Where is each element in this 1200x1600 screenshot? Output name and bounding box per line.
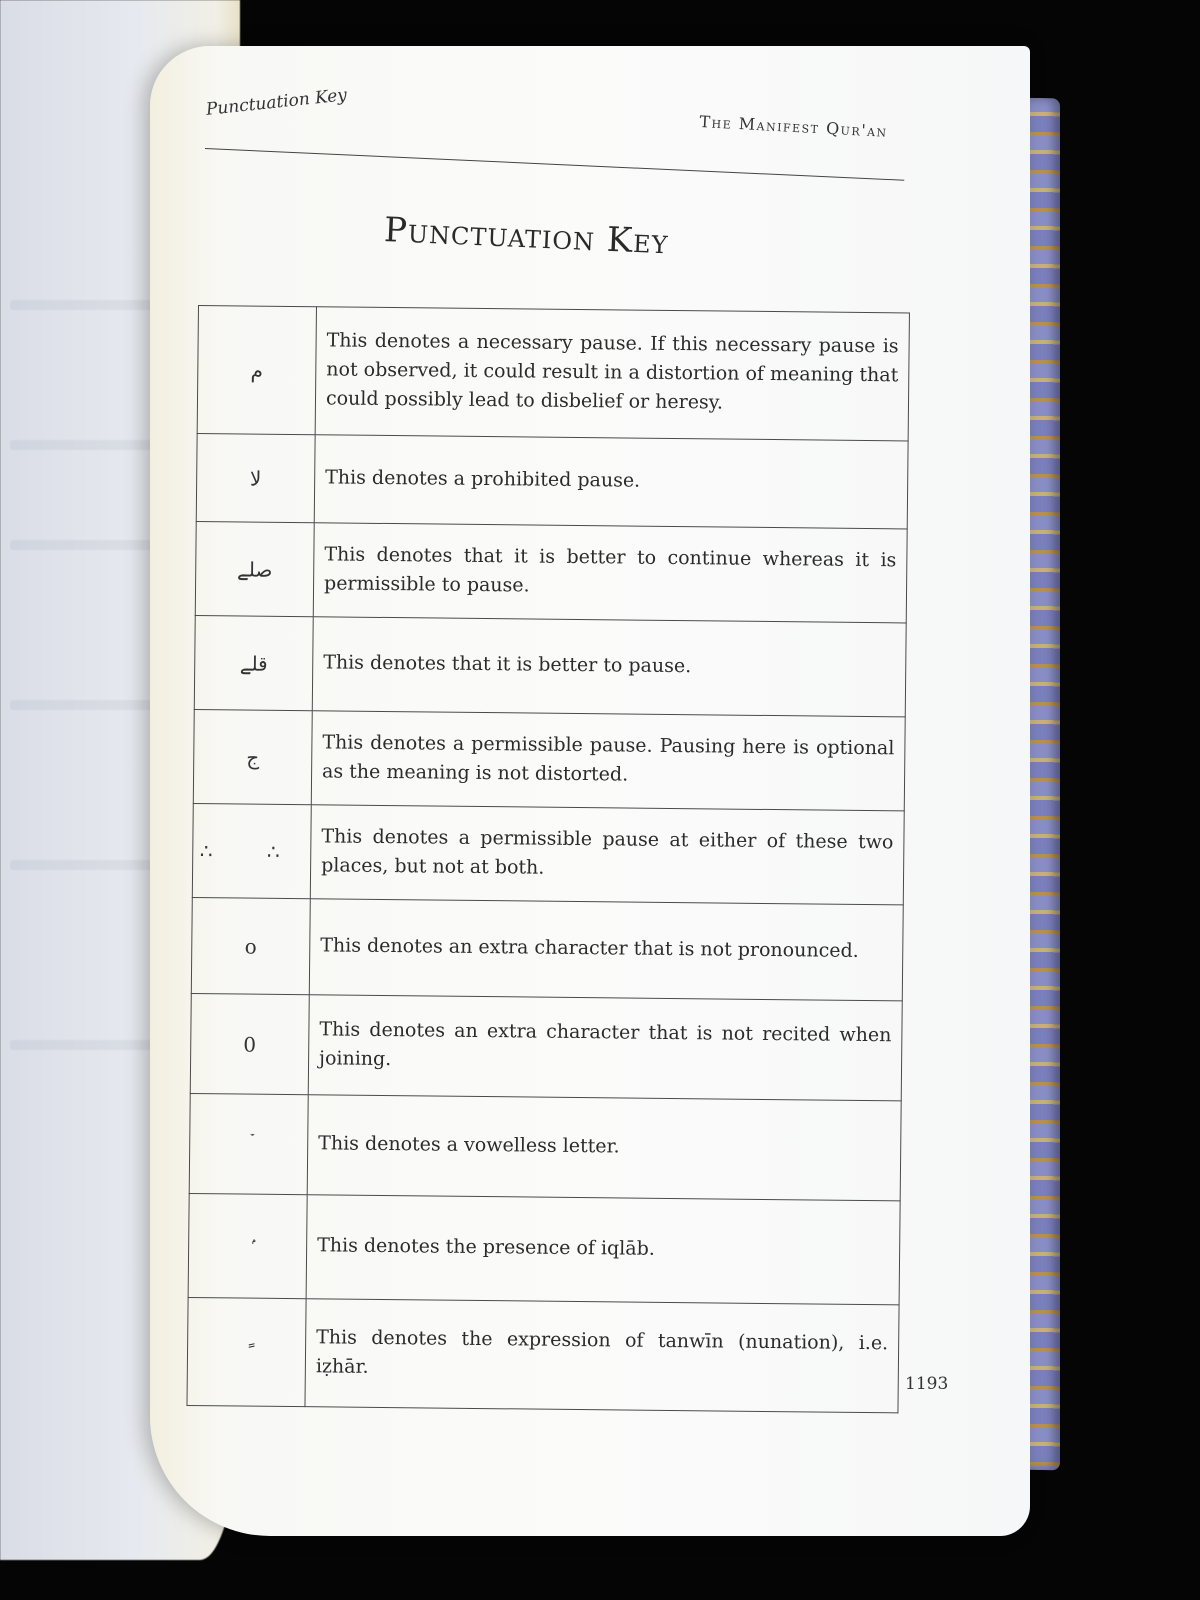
symbol-cell [196,433,315,522]
symbol-cell [189,1093,308,1194]
pause-symbol: o [244,934,257,959]
table-row [191,897,903,1000]
description-cell: This denotes an extra character that is not recited when joining. [308,995,902,1101]
description-cell: This denotes a prohibited pause. [314,435,908,529]
symbol-cell [190,993,309,1094]
symbol-cell [195,521,314,616]
description-cell: This denotes a necessary pause. If this necessary pause is not observed, it could result in a distortion of meaning that could possibly lead to disbelief or heresy. [315,307,909,441]
pause-symbol: قلے [239,650,268,676]
table-row [193,709,905,810]
table-row [190,993,902,1100]
table-row [194,615,906,716]
description-cell: This denotes an extra character that is not pronounced. [309,899,903,1001]
table-row [192,803,904,904]
description-cell: This denotes a permissible pause. Pausing here is optional as the meaning is not distorted. [311,711,905,811]
table-row [189,1093,901,1200]
description-cell: This denotes that it is better to pause. [312,617,906,717]
description-cell: This denotes that it is better to continue whereas it is permissible to pause. [313,523,907,623]
description-cell: This denotes a permissible pause at either of these two places, but not at both. [310,805,904,905]
symbol-cell [187,1297,306,1406]
running-head-right: The Manifest Qur'an [699,112,889,141]
symbol-cell [192,803,311,898]
description-cell: This denotes the presence of iqlāb. [306,1195,900,1305]
pause-symbol: لا [249,466,262,491]
table-row [197,306,909,441]
symbol-cell [193,709,312,804]
page-number: 1193 [905,1374,949,1394]
symbol-cell [188,1193,307,1298]
punctuation-table [186,305,909,1413]
table-row [195,521,907,622]
page-title: Punctuation Key [383,210,670,263]
table-row [188,1193,900,1304]
pause-symbol: صلے [236,556,273,582]
pause-symbol: 0 [243,1032,257,1057]
running-head-left: Punctuation Key [205,85,348,120]
symbol-cell [191,897,310,994]
symbol-cell [197,306,316,435]
description-cell: This denotes a vowelless letter. [307,1095,901,1201]
symbol-cell [194,615,313,710]
description-cell: This denotes the expression of tanwīn (nunation), i.e. iẓhār. [305,1299,899,1413]
table-row [196,433,908,528]
table-row [187,1297,899,1412]
pause-symbol: ج [246,745,260,770]
pause-symbol: ∴ ∴ [199,838,304,864]
pause-symbol: م [250,358,264,383]
